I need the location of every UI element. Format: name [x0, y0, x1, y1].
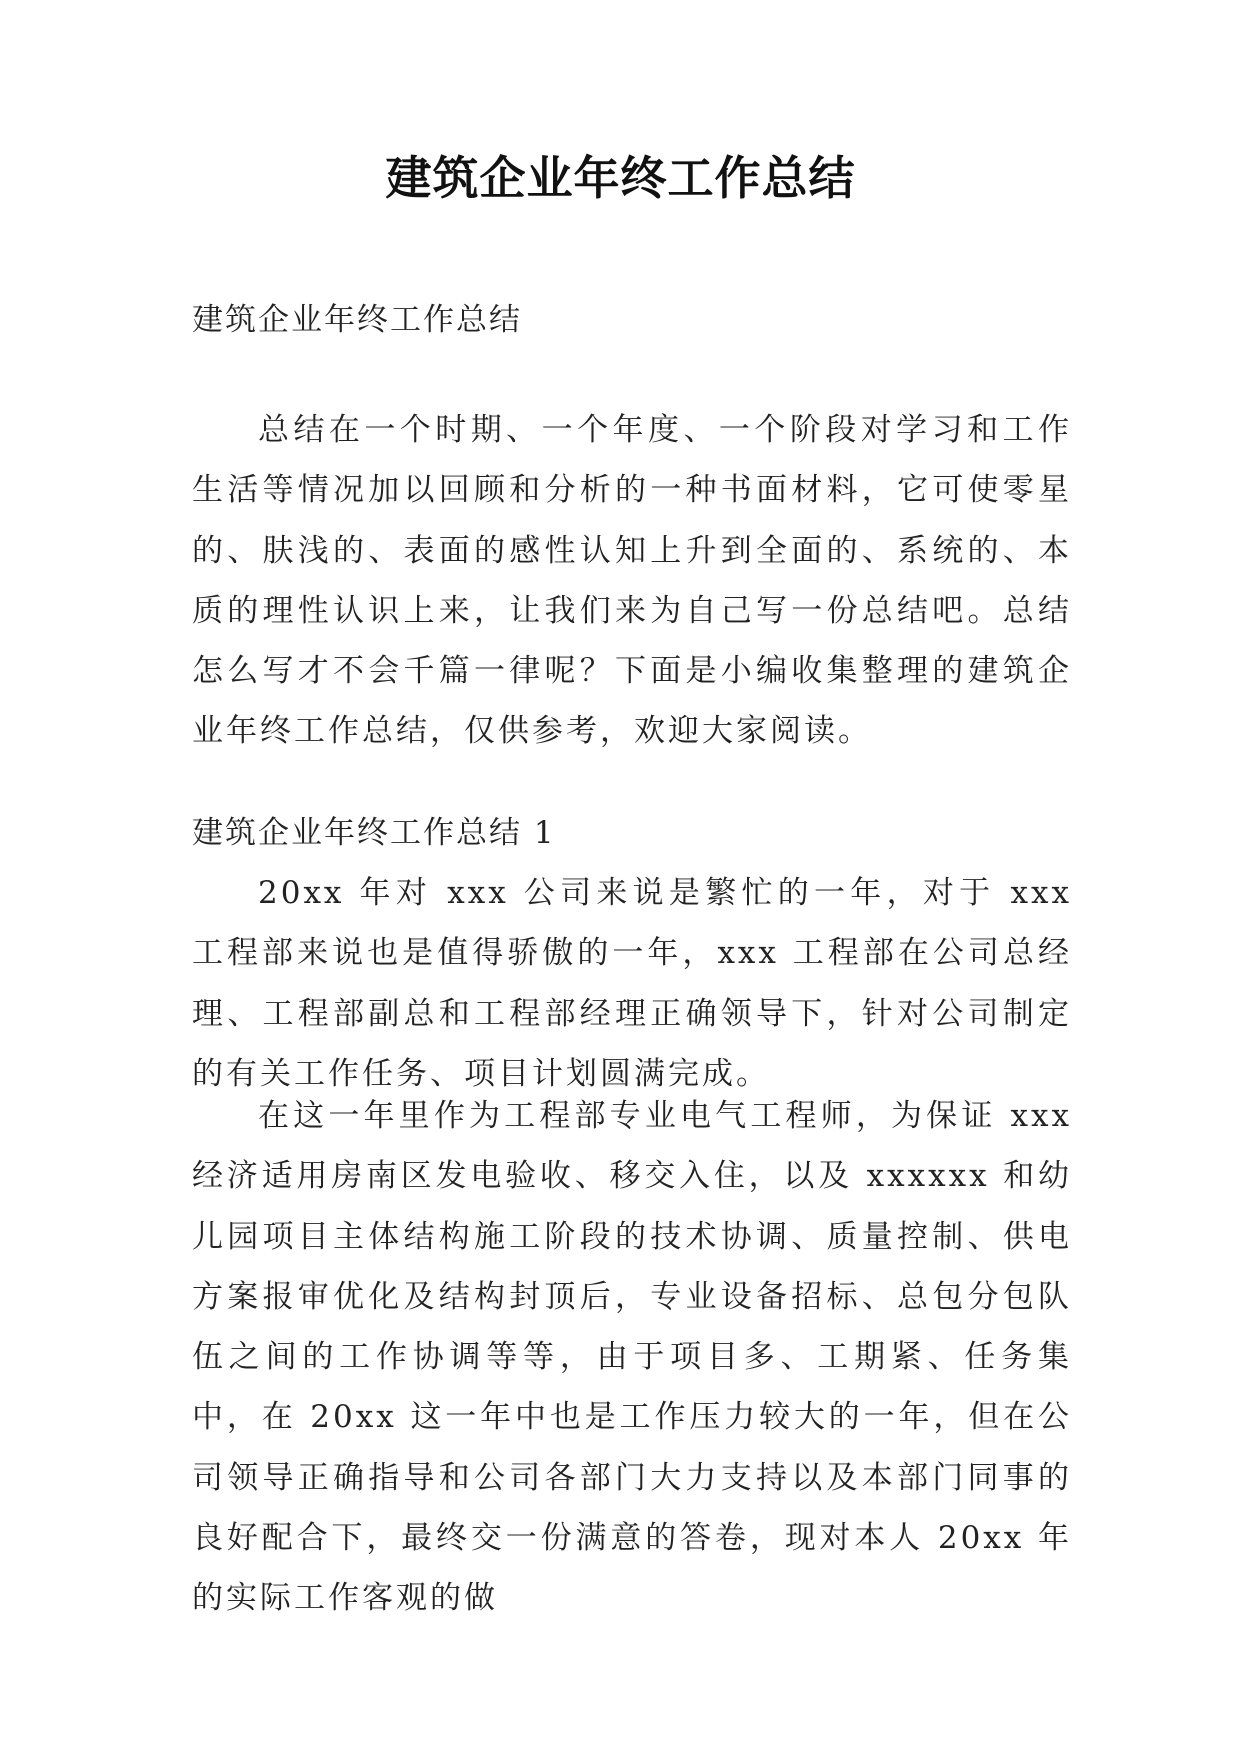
section-1-paragraph-1: 20xx 年对 xxx 公司来说是繁忙的一年，对于 xxx 工程部来说也是值得骄傲的一年，xxx 工程部在公司总经理、工程部副总和工程部经理正确领导下，针对公司制定的有关工作任务、项目计划圆满完成。 — [192, 875, 1072, 1092]
section-1-paragraph-2: 在这一年里作为工程部专业电气工程师，为保证 xxx 经济适用房南区发电验收、移交入住，以及 xxxxxx 和幼儿园项目主体结构施工阶段的技术协调、质量控制、供电方案报审优化及结构封顶后，专业设备招标、总包分包队伍之间的工作协调等等，由于项目多、工期紧、任务集中，在 20xx 这一年中也是工作压力较大的一年，但在公司领导正确指导和公司各部门大力支持以及本部门同事的良好配合下，最终交一份满意的答卷，现对本人 20xx 年的实际工作客观的做 — [192, 1098, 1072, 1617]
document-subtitle: 建筑企业年终工作总结 — [192, 302, 522, 338]
section-1-heading: 建筑企业年终工作总结 1 — [192, 815, 556, 851]
document-title: 建筑企业年终工作总结 — [385, 151, 856, 205]
intro-paragraph: 总结在一个时期、一个年度、一个阶段对学习和工作生活等情况加以回顾和分析的一种书面材料，它可使零星的、肤浅的、表面的感性认知上升到全面的、系统的、本质的理性认识上来，让我们来为自己写一份总结吧。总结怎么写才不会千篇一律呢？下面是小编收集整理的建筑企业年终工作总结，仅供参考，欢迎大家阅读。 — [192, 412, 1072, 750]
